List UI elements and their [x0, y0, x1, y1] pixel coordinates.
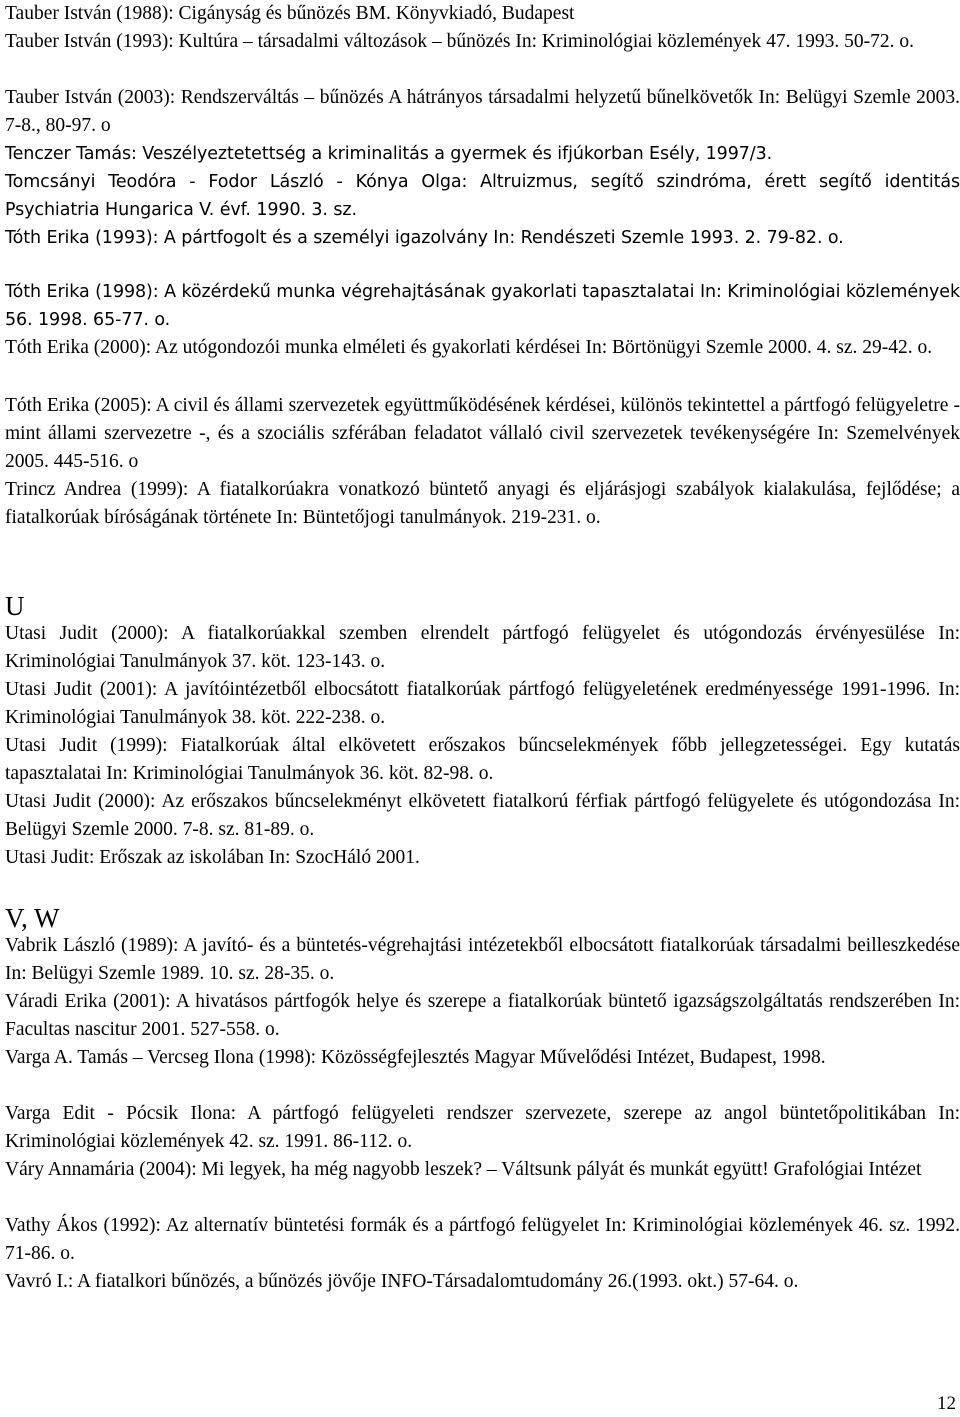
bibliography-entry: Tenczer Tamás: Veszélyeztetettség a kriminalitás a gyermek és ifjúkorban Esély, 1997/3. — [5, 144, 773, 164]
bibliography-entry: Vavró I.: A fiatalkori bűnözés, a bűnözés jövője INFO-Társadalomtudomány 26.(1993. okt.) 57-64. o. — [5, 1271, 799, 1292]
bibliography-entry: Tóth Erika (2005): A civil és állami szervezetek együttműködésének kérdései, különös tekintettel a pártfogó felügyeletre - mint állami szervezetre -, és a szociális szférában feladatot vállaló civil szervezetek tevékenységére In: Szemelvények 2005. 445-516. o — [5, 395, 960, 472]
bibliography-entry: Tauber István (1993): Kultúra – társadalmi változások – bűnözés In: Kriminológiai közlemények 47. 1993. 50-72. o. — [5, 31, 914, 52]
page-number: 12 — [937, 1393, 956, 1414]
bibliography-entry: Váry Annamária (2004): Mi legyek, ha még nagyobb leszek? – Váltsunk pályát és munkát együtt! Grafológiai Intézet — [5, 1159, 922, 1180]
bibliography-entry: Vabrik László (1989): A javító- és a büntetés-végrehajtási intézetekből elbocsátott fiatalkorúak társadalmi beilleszkedése In: Belügyi Szemle 1989. 10. sz. 28-35. o. — [5, 935, 960, 984]
bibliography-entry: Utasi Judit: Erőszak az iskolában In: SzocHáló 2001. — [5, 847, 420, 868]
bibliography-entry: Tóth Erika (1993): A pártfogolt és a személyi igazolvány In: Rendészeti Szemle 1993. 2. 79-82. o. — [5, 228, 844, 248]
bibliography-entry: Utasi Judit (2001): A javítóintézetből elbocsátott fiatalkorúak pártfogó felügyeletének eredményessége 1991-1996. In: Kriminológiai Tanulmányok 38. köt. 222-238. o. — [5, 679, 960, 728]
bibliography-entry: Utasi Judit (2000): Az erőszakos bűncselekményt elkövetett fiatalkorú férfiak pártfogó felügyelete és utógondozása In: Belügyi Szemle 2000. 7-8. sz. 81-89. o. — [5, 791, 960, 840]
section-heading: V, W — [5, 903, 60, 933]
bibliography-entry: Váradi Erika (2001): A hivatásos pártfogók helye és szerepe a fiatalkorúak büntető igazságszolgáltatás rendszerében In: Facultas nascitur 2001. 527-558. o. — [5, 991, 960, 1040]
bibliography-entry: Trincz Andrea (1999): A fiatalkorúakra vonatkozó büntető anyagi és eljárásjogi szabályok kialakulása, fejlődése; a fiatalkorúak bíróságának története In: Büntetőjogi tanulmányok. 219-231. o. — [5, 479, 960, 528]
bibliography-entry: Vathy Ákos (1992): Az alternatív büntetési formák és a pártfogó felügyelet In: Kriminológiai közlemények 46. sz. 1992. 71-86. o. — [5, 1215, 960, 1264]
bibliography-entry: Utasi Judit (1999): Fiatalkorúak által elkövetett erőszakos bűncselekmények főbb jellegzetességei. Egy kutatás tapasztalatai In: Kriminológiai Tanulmányok 36. köt. 82-98. o. — [5, 735, 960, 784]
bibliography-entry: Varga A. Tamás – Vercseg Ilona (1998): Közösségfejlesztés Magyar Művelődési Intézet, Budapest, 1998. — [5, 1047, 826, 1068]
bibliography-entry: Tóth Erika (2000): Az utógondozói munka elméleti és gyakorlati kérdései In: Börtönügyi Szemle 2000. 4. sz. 29-42. o. — [5, 337, 933, 358]
bibliography-entry: Tomcsányi Teodóra - Fodor László - Kónya Olga: Altruizmus, segítő szindróma, érett segítő identitás Psychiatria Hungarica V. évf. 1990. 3. sz. — [5, 172, 960, 220]
bibliography-entry: Tóth Erika (1998): A közérdekű munka végrehajtásának gyakorlati tapasztalatai In: Kriminológiai közlemények 56. 1998. 65-77. o. — [5, 282, 960, 330]
bibliography-entry: Varga Edit - Pócsik Ilona: A pártfogó felügyeleti rendszer szervezete, szerepe az angol büntetőpolitikában In: Kriminológiai közlemények 42. sz. 1991. 86-112. o. — [5, 1103, 960, 1152]
section-heading: U — [5, 591, 25, 621]
bibliography-entry: Tauber István (1988): Cigányság és bűnözés BM. Könyvkiadó, Budapest — [5, 3, 575, 24]
bibliography-entry: Tauber István (2003): Rendszerváltás – bűnözés A hátrányos társadalmi helyzetű bűnelkövetők In: Belügyi Szemle 2003. 7-8., 80-97. o — [5, 87, 960, 136]
bibliography-entry: Utasi Judit (2000): A fiatalkorúakkal szemben elrendelt pártfogó felügyelet és utógondozás érvényesülése In: Kriminológiai Tanulmányok 37. köt. 123-143. o. — [5, 623, 960, 672]
